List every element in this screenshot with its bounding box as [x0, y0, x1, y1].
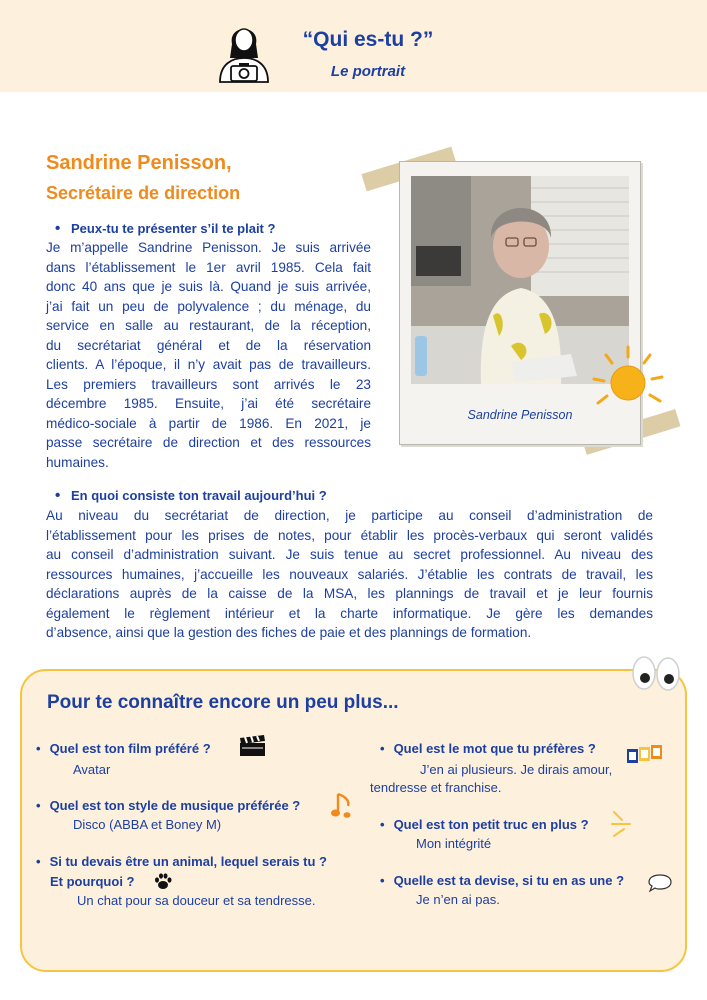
intro-line: j’ai fait un peu de polyvalence ; du ménage, du: [46, 298, 371, 314]
intro-line: décembre 1985. Ensuite, j’ai été secrétaire: [46, 396, 371, 411]
word-answer-line2: tendresse et franchise.: [370, 780, 502, 795]
word-question: • Quel est le mot que tu préfères ?: [380, 741, 596, 756]
work-line: déclarations auprès de la caisse de la MSA, les plannings de travail et je leur fournis: [46, 586, 653, 601]
work-line: d’absence, ainsi que la gestion des fiches de paie et des plannings de formation.: [46, 625, 532, 640]
animal-question: • Si tu devais être un animal, lequel serais tu ?: [36, 854, 327, 869]
intro-line: service en salle au restaurant, de la réception,: [46, 318, 371, 333]
intro-line: passe secrétaire de direction et des ressources: [46, 435, 371, 450]
music-note-icon: [330, 792, 354, 820]
work-line: également le règlement intérieur et la charte informatique. Je gère les demandes: [46, 605, 653, 621]
work-line: l’établissement pour les prises de notes, pour établir les procès-verbaux qui seront validés: [46, 527, 653, 543]
intro-line: donc 40 ans que je suis là. Quand je suis arrivée,: [46, 279, 371, 294]
intro-line: dans l’établissement le 1er avril 1985. Cela fait: [46, 259, 371, 275]
work-line: au conseil d’administration suivant. Je suis tenue au secret professionnel. Au niveau des: [46, 547, 653, 562]
film-question: • Quel est ton film préféré ?: [36, 741, 211, 756]
intro-paragraph: [46, 238, 371, 472]
music-question: • Quel est ton style de musique préférée ?: [36, 798, 301, 813]
word-answer-line1: J’en ai plusieurs. Je dirais amour,: [420, 762, 613, 777]
animal-question-followup: Et pourquoi ?: [50, 874, 135, 889]
page-subtitle: Le portrait: [330, 63, 406, 80]
letter-blocks-icon: [626, 744, 664, 764]
page-title: “Qui es-tu ?”: [302, 28, 434, 51]
photographer-avatar-icon: [214, 14, 274, 84]
work-question: • En quoi consiste ton travail aujourd’hui ?: [71, 488, 327, 503]
googly-eyes-icon: [630, 652, 682, 694]
intro-line: humaines.: [46, 454, 109, 470]
person-role: Secrétaire de direction: [46, 183, 241, 203]
film-answer: Avatar: [73, 762, 111, 777]
intro-line: clients. A l’époque, il n’y avait pas de travailleurs.: [46, 357, 371, 372]
motto-question: • Quelle est ta devise, si tu en as une ?: [380, 873, 625, 888]
animal-answer: Un chat pour sa douceur et sa tendresse.: [77, 893, 316, 908]
speech-bubble-icon: [647, 873, 673, 893]
intro-line: médico-sociale à partir de 1986. En 2021, je: [46, 415, 371, 431]
motto-answer: Je n’en ai pas.: [416, 892, 500, 907]
sun-icon: [590, 343, 668, 421]
intro-line: du secrétariat général et de la réservation: [46, 337, 371, 353]
clapperboard-icon: [239, 735, 266, 757]
extra-question: • Quel est ton petit truc en plus ?: [380, 817, 589, 832]
more-about-title: Pour te connaître encore un peu plus...: [47, 692, 399, 713]
extra-answer: Mon intégrité: [416, 836, 492, 851]
paw-icon: [154, 873, 172, 890]
intro-line: Les premiers travailleurs sont arrivés le 23: [46, 376, 371, 392]
music-answer: Disco (ABBA et Boney M): [73, 817, 222, 832]
work-paragraph: [46, 506, 653, 643]
work-line: Au niveau du secrétariat de direction, je participe au conseil d’administration de: [46, 508, 653, 523]
work-line: ressources humaines, j’accueille les nouveaux salariés. J’établie les contrats de travail, les: [46, 566, 653, 582]
intro-line: Je m’appelle Sandrine Penisson. Je suis arrivée: [46, 240, 371, 255]
photo-caption: Sandrine Penisson: [467, 408, 573, 422]
person-name: Sandrine Penisson,: [46, 152, 232, 174]
intro-question: • Peux-tu te présenter s’il te plait ?: [71, 221, 275, 236]
sparkle-lines-icon: [610, 808, 634, 838]
